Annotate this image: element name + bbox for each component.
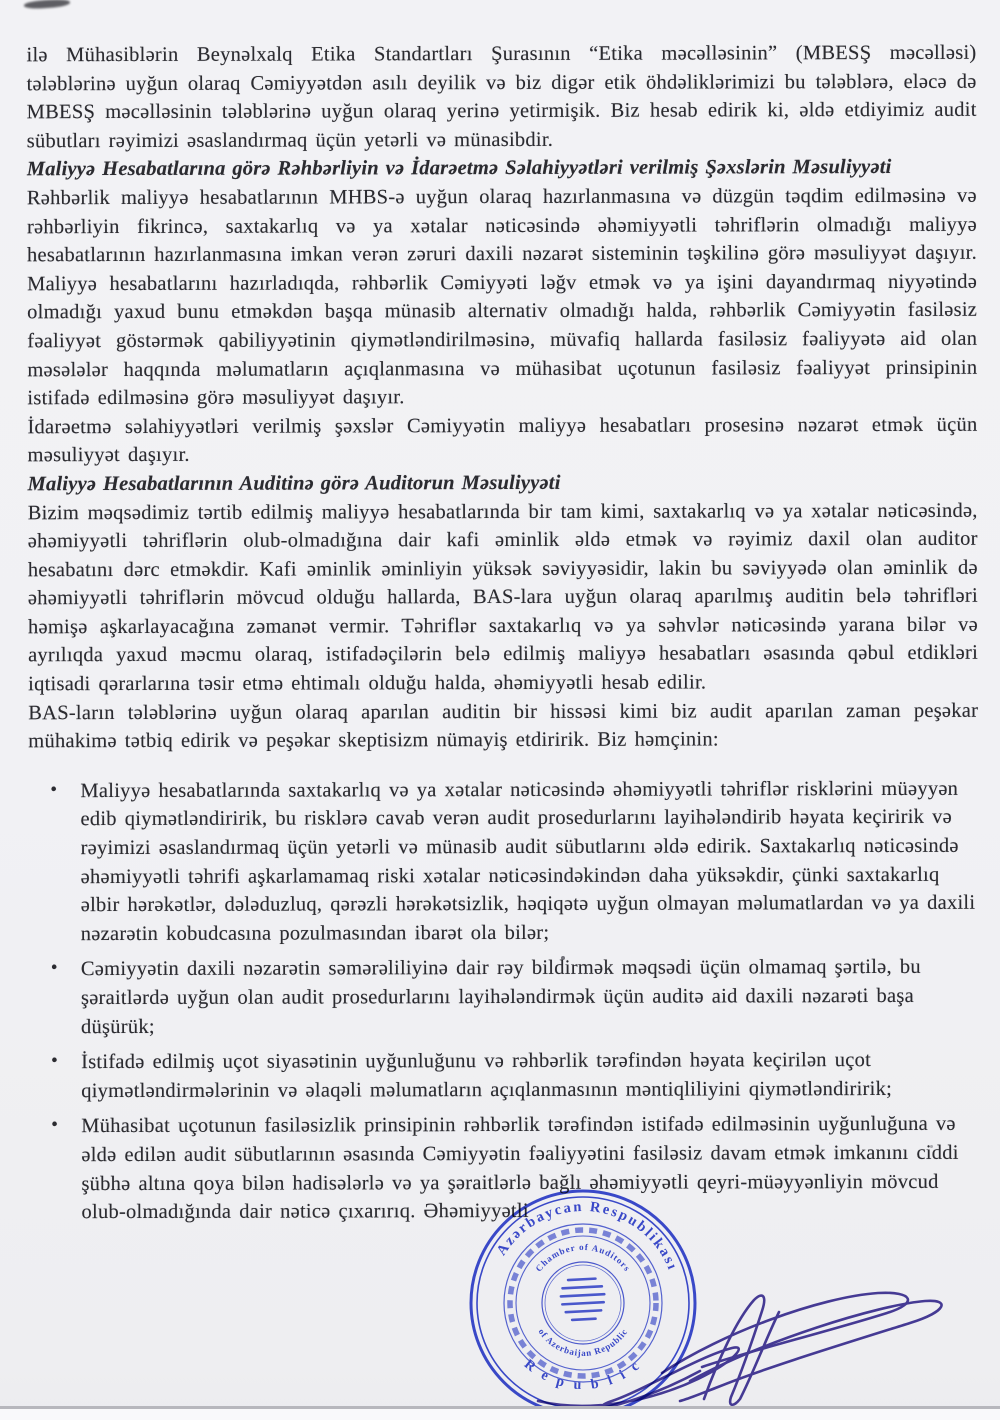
heading-management-responsibility: Maliyyə Hesabatlarına görə Rəhbərliyin və İdarəetmə Səlahiyyətləri verilmiş Şəxslərin Məsuliyyəti	[26, 156, 892, 181]
stamp-ring-bottom-text: R e p u b l i c	[521, 1356, 645, 1394]
list-item-risk-assessment	[28, 775, 978, 949]
heading-auditor-responsibility: Maliyyə Hesabatlarının Auditinə görə Auditorun Məsuliyyəti	[27, 471, 561, 496]
scan-smudge-artifact	[24, 0, 70, 10]
paragraph-management: Rəhbərlik maliyyə hesabatlarının MHBS-ə uyğun olaraq hazırlanmasına və düzgün təqdim edilməsinə və rəhbərliyin fikrincə, saxtakarlıq və ya xətalar nəticəsində əhəmiyyətli təhriflərin olmadığı maliyyə hesabatlarının hazırlanmasına imkan verən zəruri daxili nəzarət sisteminin təşkilinə görə məsuliyyət daşıyır. Maliyyə hesabatlarını hazırladıqda, rəhbərlik Cəmiyyəti ləğv etmək və ya işini dayandırmaq niyyətində olmadığı yaxud bunu etməkdən başqa münasib alternativ olmadığı halda, rəhbərlik Cəmiyyətin fasiləsiz fəaliyyət göstərmək qabiliyyətinin qiymətləndirilməsinə, müvafiq hallarda fasiləsiz fəaliyyətə aid olan məsələlər haqqında məlumatların açıqlanmasına və mühasibat uçotunun fasiləsiz fəaliyyət prinsipinin istifadə edilməsinə görə məsuliyyət daşıyır.	[26, 184, 978, 410]
stamp-inner-top-text: Chamber of Auditors	[533, 1241, 633, 1274]
list-item-internal-control	[29, 953, 979, 1041]
paragraph-bas-intro: BAS-ların tələblərinə uyğun olaraq aparılan auditin bir hissəsi kimi biz audit aparılan zaman peşəkar mühakimə tətbiq edirik və peşəkar skeptisizm nümayiş etdiririk. Biz həmçinin:	[28, 699, 979, 753]
bullet-text: Mühasibat uçotunun fasiləsizlik prinsipinin rəhbərlik tərəfindən istifadə edilməsinin uyğunluğuna və əldə edilən audit sübutlarının əsasında Cəmiyyətin fəaliyyətini fasiləsiz davam etmək imkanını ciddi şübhə altına qoya bilən hadisələrlə və ya şəraitlərlə bağlı əhəmiyyətli qeyri-müəyyənliyin mövcud olub-olmadığında dair nəticə çıxarırıq. Əhəmiyyətli	[81, 1113, 959, 1224]
list-item-going-concern	[29, 1110, 979, 1227]
bullet-marker: •	[51, 1050, 59, 1072]
paragraph-auditor-objective: Bizim məqsədimiz tərtib edilmiş maliyyə hesabatlarında bir tam kimi, saxtakarlıq və ya xətalar nəticəsində, əhəmiyyətli təhriflərin olub-olmadığına dair kafi əminlik əldə etmək və rəyimiz daxil olan auditor hesabatını dərc etməkdir. Kafi əminlik əminliyin yüksək səviyyəsidir, lakin bu səviyyədə olan əminlik də əhəmiyyətli təhriflərin mövcud olduğu hallarda, BAS-lara uyğun olaraq aparılmış auditin belə təhrifləri həmişə aşkarlayacağına zəmanət vermir. Təhriflər saxtakarlıq və ya səhvlər nəticəsində yarana bilər və ayrılıqda yaxud məcmu olaraq, istifadəçilərin belə edilmiş maliyyə hesabatları əsasında qəbul etdikləri iqtisadi qərarlarına təsir etmə ehtimalı olduğu halda, əhəmiyyətli hesab edilir.	[27, 499, 979, 696]
bullet-text: İstifadə edilmiş uçot siyasətinin uyğunluğunu və rəhbərlik tərəfindən həyata keçirilən uçot qiymətləndirmələrinin və əlaqəli məlumatların açıqlanmasının məntiqliliyini qiymətləndiririk;	[81, 1049, 893, 1102]
bullet-marker: •	[50, 779, 58, 801]
svg-text:R e p u b l i c	[521, 1357, 645, 1393]
paragraph-ethics: ilə Mühasiblərin Beynəlxalq Etika Standartları Şurasının “Etika məcəlləsinin” (MBESŞ məcəlləsi) tələblərinə uyğun olaraq Cəmiyyətdən asılı deyilik və biz digər etik öhdəliklərimizi bu tələblərə, eləcə də MBESŞ məcəlləsinin tələblərinə uyğun olaraq yerinə yetirmişik. Biz hesab edirik ki, əldə etdiyimiz audit sübutları rəyimizi əsaslandırmaq üçün yetərli və münasibdir.	[26, 41, 977, 153]
stamp-laurel-band	[510, 1230, 656, 1376]
stamp-ring-top-text: Azərbaycan Respublikası	[493, 1198, 681, 1274]
list-item-accounting-policies	[29, 1046, 979, 1106]
document-text-block	[26, 39, 979, 1234]
stamp-inner-bottom-text: of Azerbaijan Republic	[536, 1326, 630, 1359]
scan-background-strip	[0, 1409, 1000, 1420]
stamp-center-text	[560, 1277, 606, 1321]
paragraph-governance: İdarəetmə səlahiyyətləri verilmiş şəxslər Cəmiyyətin maliyyə hesabatları prosesinə nəzarət etmək üçün məsuliyyət daşıyır.	[27, 413, 978, 467]
bullet-text: Cəmiyyətin daxili nəzarətin səmərəliliyinə dair rəy bildirmək məqsədi üçün olmamaq şərtilə, bu şəraitlərdə uyğun olan audit prosedurlarını layihələndirmək üçün auditə aid daxili nəzarəti başa düşürük;	[80, 956, 921, 1038]
svg-text:of Azerbaijan Republic	[536, 1327, 629, 1358]
bullet-text: Maliyyə hesabatlarında saxtakarlıq və ya xətalar nəticəsində əhəmiyyətli təhriflər risklərini müəyyən edib qiymətləndiririk, bu risklərə cavab verən audit prosedurlarını layihələndirib həyata keçiririk və rəyimizi əsaslandırmaq üçün yetərli və münasib audit sübutlarını əldə edirik. Saxtakarlıq nəticəsində əhəmiyyətli təhrifi aşkarlamamaq riski xətalar nəticəsindəkindən daha yüksəkdir, çünki saxtakarlıq əlbir hərəkətlər, dələduzluq, qərəzli hərəkətsizlik, həqiqətə uyğun olmayan məlumatlardan və ya daxili nəzarətin kobudcasına pozulmasından ibarət ola bilər;	[80, 777, 976, 945]
svg-text:Chamber of Auditors	[533, 1242, 632, 1274]
bullet-marker: •	[50, 957, 58, 979]
bullet-marker: •	[51, 1114, 59, 1136]
auditor-procedures-list	[28, 775, 979, 1227]
